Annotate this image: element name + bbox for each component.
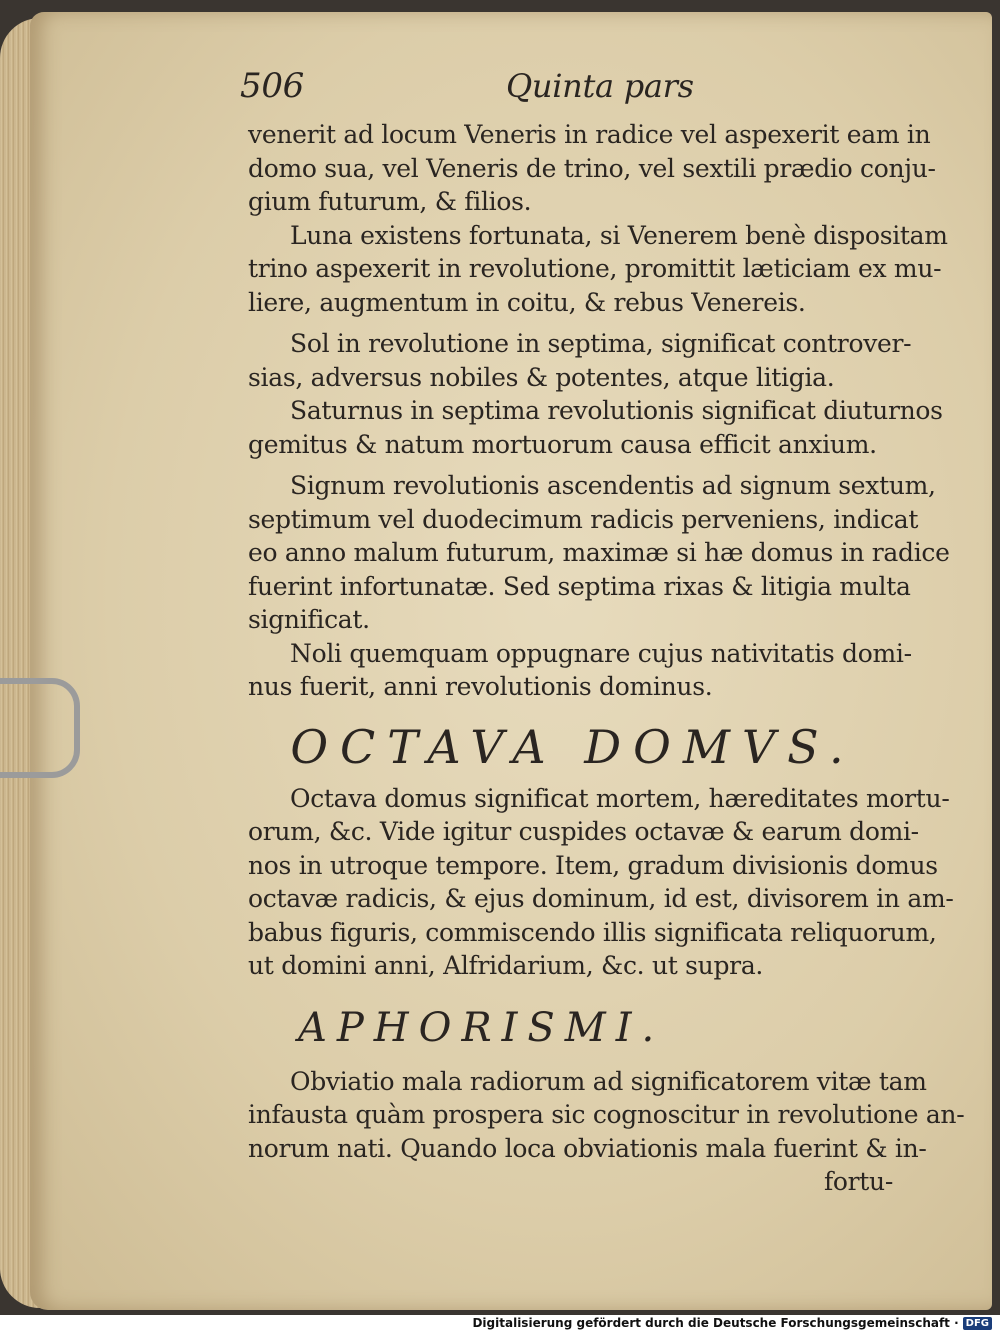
text-line: infausta quàm prospera sic cognoscitur in revolutione an- xyxy=(248,1100,965,1129)
text-line: venerit ad locum Veneris in radice vel aspexerit eam in xyxy=(248,120,931,149)
text-line: gium futurum, & filios. xyxy=(248,187,532,216)
text-line: gemitus & natum mortuorum causa efficit anxium. xyxy=(248,429,877,459)
dfg-logo: DFG xyxy=(963,1317,992,1330)
catchword: fortu- xyxy=(823,1167,893,1196)
section-heading: APHORISMI. xyxy=(298,1004,665,1051)
text-line: ut domini anni, Alfridarium, &c. ut supra. xyxy=(248,951,764,980)
text-line: Saturnus in septima revolutionis significat diuturnos xyxy=(290,396,943,425)
text-line: nus fuerit, anni revolutionis dominus. xyxy=(248,672,713,701)
text-line: liere, augmentum in coitu, & rebus Venereis. xyxy=(248,287,806,317)
text-line: octavæ radicis, & ejus dominum, id est, divisorem in am- xyxy=(248,884,954,913)
text-line: septimum vel duodecimum radicis perveniens, indicat xyxy=(248,504,919,534)
paper-clip xyxy=(0,678,80,778)
text-line: Signum revolutionis ascendentis ad signum sextum, xyxy=(290,471,936,500)
text-line: sias, adversus nobiles & potentes, atque litigia. xyxy=(248,362,835,392)
section-heading: OCTAVA DOMVS. xyxy=(290,719,856,774)
text-line: domo sua, vel Veneris de trino, vel sextili prædio conju- xyxy=(248,153,936,183)
text-line: Sol in revolutione in septima, significat controver- xyxy=(290,329,912,358)
text-line: norum nati. Quando loca obviationis mala fuerint & in- xyxy=(248,1133,927,1163)
text-line: significat. xyxy=(248,605,370,634)
text-line: babus figuris, commiscendo illis significata reliquorum, xyxy=(248,917,937,947)
footer-text: Digitalisierung gefördert durch die Deutsche Forschungsgemeinschaft · xyxy=(472,1316,959,1330)
text-line: nos in utroque tempore. Item, gradum divisionis domus xyxy=(248,850,938,880)
digitization-footer xyxy=(472,1316,992,1330)
text-line: Noli quemquam oppugnare cujus nativitatis domi- xyxy=(290,638,912,668)
text-line: fuerint infortunatæ. Sed septima rixas & litigia multa xyxy=(248,571,911,601)
text-line: trino aspexerit in revolutione, promittit læticiam ex mu- xyxy=(248,254,942,283)
page-header xyxy=(240,66,913,118)
text-line: orum, &c. Vide igitur cuspides octavæ & earum domi- xyxy=(248,817,919,846)
text-line: eo anno malum futurum, maximæ si hæ domus in radice xyxy=(248,538,950,567)
text-line: Luna existens fortunata, si Venerem benè dispositam xyxy=(290,220,948,250)
text-line: Obviatio mala radiorum ad significatorem vitæ tam xyxy=(290,1066,927,1096)
page-number: 506 xyxy=(240,66,304,106)
running-head: Quinta pars xyxy=(506,67,694,105)
text-line: Octava domus significat mortem, hæreditates mortu- xyxy=(290,783,950,813)
page-text xyxy=(240,66,965,1199)
